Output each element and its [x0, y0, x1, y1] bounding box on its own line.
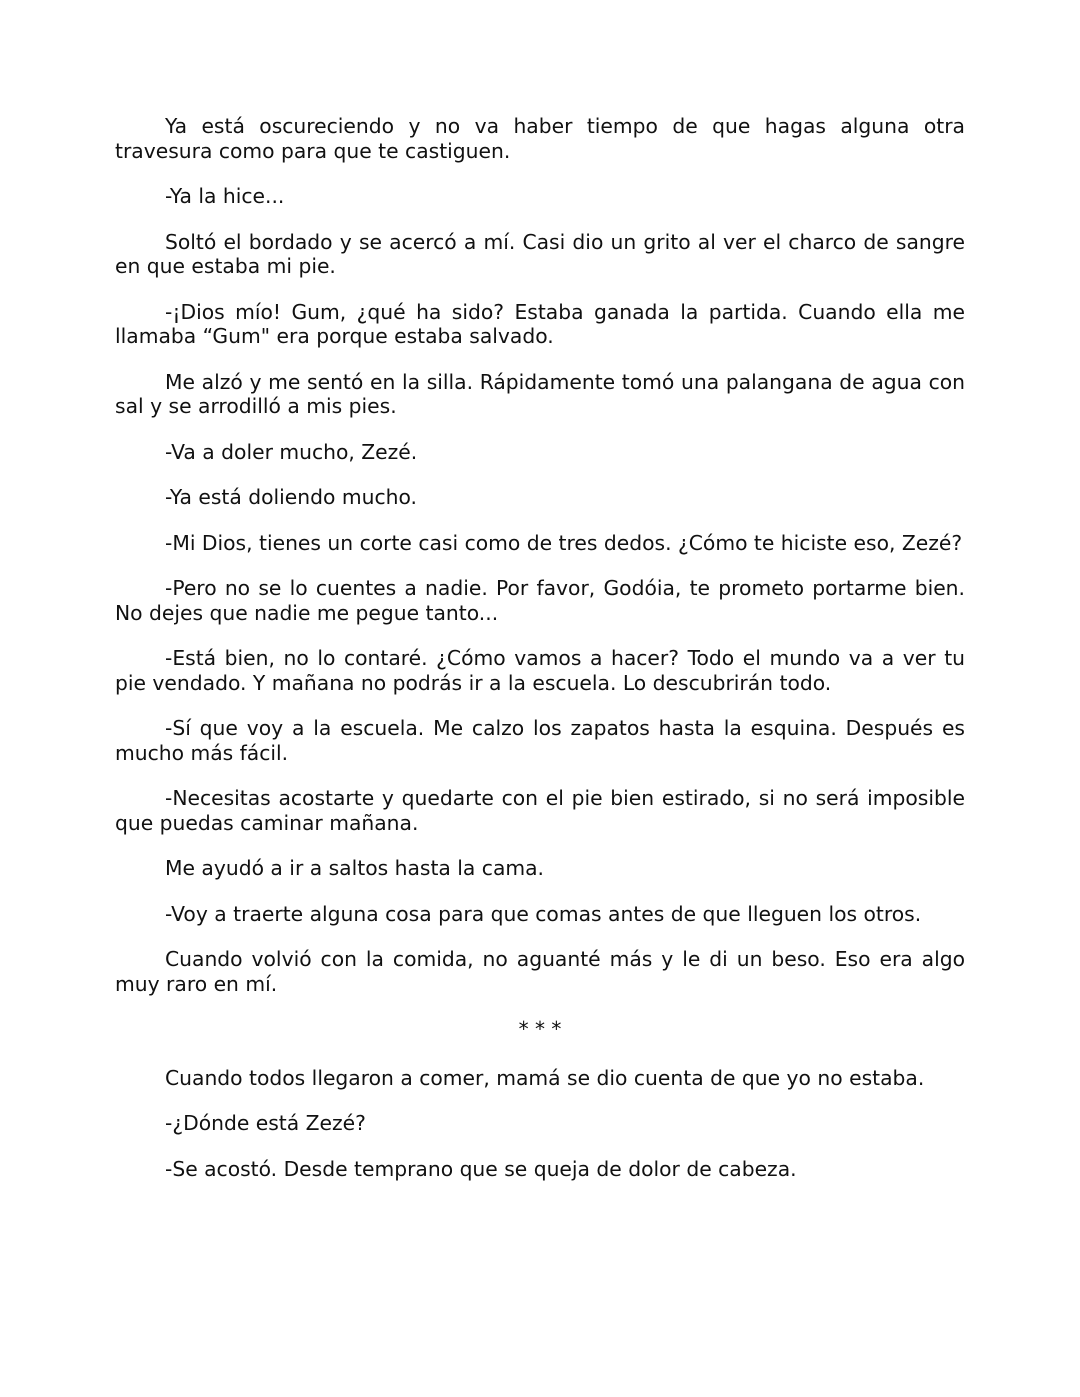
paragraph: Me ayudó a ir a saltos hasta la cama.: [165, 856, 545, 880]
paragraph: -Necesitas acostarte y quedarte con el pie bien estirado, si no será imposible que puedas caminar mañana.: [115, 786, 965, 835]
paragraph: Cuando volvió con la comida, no aguanté más y le di un beso. Eso era algo muy raro en mí.: [115, 947, 965, 996]
paragraph: Me alzó y me sentó en la silla. Rápidamente tomó una palangana de agua con sal y se arrodilló a mis pies.: [115, 369, 965, 418]
paragraph: -¿Dónde está Zezé?: [165, 1111, 366, 1135]
paragraph: Cuando todos llegaron a comer, mamá se dio cuenta de que yo no estaba.: [165, 1065, 925, 1090]
paragraph: -Ya está doliendo mucho.: [165, 485, 417, 509]
paragraph: -Se acostó. Desde temprano que se queja de dolor de cabeza.: [165, 1156, 797, 1181]
paragraph: -Va a doler mucho, Zezé.: [165, 439, 418, 464]
paragraph: -Sí que voy a la escuela. Me calzo los zapatos hasta la esquina. Después es mucho más fácil.: [115, 716, 965, 765]
paragraph: -Pero no se lo cuentes a nadie. Por favor, Godóia, te prometo portarme bien. No dejes que nadie me pegue tanto...: [115, 576, 965, 625]
paragraph: -Está bien, no lo contaré. ¿Cómo vamos a hacer? Todo el mundo va a ver tu pie vendado. Y mañana no podrás ir a la escuela. Lo descubrirán todo.: [115, 646, 965, 695]
paragraph: Soltó el bordado y se acercó a mí. Casi dio un grito al ver el charco de sangre en que estaba mi pie.: [115, 229, 965, 278]
paragraph: -Mi Dios, tienes un corte casi como de tres dedos. ¿Cómo te hiciste eso, Zezé?: [165, 530, 963, 555]
document-page: [115, 114, 965, 1202]
section-separator: * * *: [518, 1017, 562, 1041]
paragraph: Ya está oscureciendo y no va haber tiempo de que hagas alguna otra travesura como para que te castiguen.: [115, 114, 965, 163]
paragraph: -Voy a traerte alguna cosa para que comas antes de que lleguen los otros.: [165, 901, 922, 926]
paragraph: -¡Dios mío! Gum, ¿qué ha sido? Estaba ganada la partida. Cuando ella me llamaba “Gum" era porque estaba salvado.: [115, 299, 965, 348]
paragraph: -Ya la hice...: [165, 184, 285, 208]
